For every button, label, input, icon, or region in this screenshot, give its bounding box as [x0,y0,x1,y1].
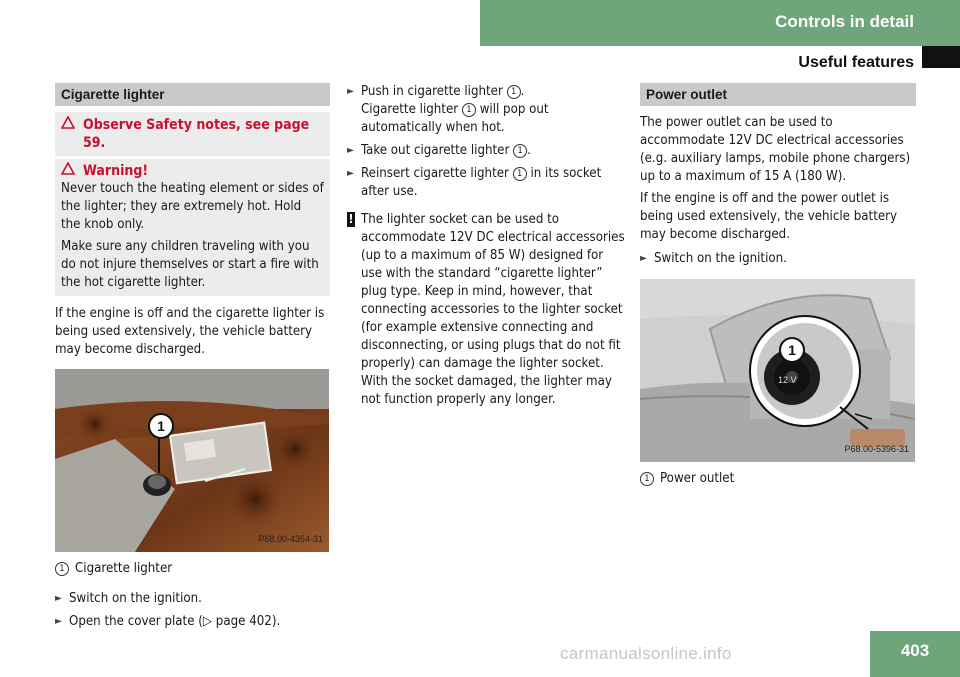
cigarette-lighter-heading: Cigarette lighter [55,83,330,106]
callout-1: 1 [779,337,805,363]
safety-notice-box [55,112,330,156]
wood-console-image [55,369,329,552]
lighter-socket-note: ! The lighter socket can be used to accommodate 12V DC electrical accessories (up to a maximum of 85 W) designed for use with the standard “cigarette lighter” plug type. Keep in mind, however, that connecting accessories to the lighter socket (for example extensive connecting and disconnecting, or using plugs that do not fit properly) can damage the lighter socket. With the socket damaged, the lighter may not function properly any longer. [348,212,625,407]
power-outlet-photo [640,279,915,462]
callout-1: 1 [148,413,174,439]
steps-list [55,590,330,631]
step-item: ► Take out cigarette lighter 1 . [347,143,531,158]
callout-marker-icon: 1 [513,144,527,158]
power-outlet-column [640,83,916,488]
callout-marker-icon: 1 [507,85,521,99]
cover-plate-page-link[interactable]: Open the cover plate (▷ page 402). [69,614,281,629]
battery-note: If the engine is off and the cigarette lighter is being used extensively, the vehicle battery may become discharged. [55,306,325,357]
step-arrow-icon: ► [55,593,62,604]
power-outlet-battery-note: If the engine is off and the power outlet is being used extensively, the vehicle battery may become discharged. [640,191,898,242]
callout-marker-icon: 1 [513,167,527,181]
photo-code: P68.00-4354-31 [258,534,323,544]
socket-voltage-label: 12 V [778,375,797,385]
watermark: carmanualsonline.info [560,644,732,663]
step-item: ► Switch on the ignition. [55,591,202,606]
step-arrow-icon: ► [640,253,647,264]
lighter-instructions-column [347,83,627,409]
callout-marker-icon: 1 [640,472,654,486]
safety-notice-link[interactable]: Observe Safety notes, see page 59. [83,117,310,151]
cigarette-lighter-photo [55,369,329,552]
exclamation-icon: ! [348,212,354,226]
step-item [55,613,330,631]
header-tab-marker [922,46,960,68]
step-item: ► Reinsert cigarette lighter 1 in its socket after use. [347,166,602,199]
step-item: ► Switch on the ignition. [640,251,787,266]
photo-code: P68.00-5396-31 [844,444,909,454]
callout-marker-icon: 1 [55,562,69,576]
warning-title: Warning! [83,163,149,179]
step-arrow-icon: ► [347,168,354,179]
warning-text-1: Never touch the heating element or sides of the lighter; they are extremely hot. Hold the knob only. [61,181,324,232]
step-arrow-icon: ► [347,86,354,97]
section-title: Controls in detail [775,12,914,31]
warning-box [55,159,330,296]
subsection-title: Useful features [798,54,914,71]
warning-text-2: Make sure any children traveling with you do not injure themselves or start a fire with the hot cigarette lighter. [61,239,319,290]
cigarette-lighter-column [55,83,330,636]
photo-caption: 1 Cigarette lighter [55,560,330,578]
callout-marker-icon: 1 [462,103,476,117]
warning-triangle-icon [61,162,83,180]
step-arrow-icon: ► [347,145,354,156]
step-item: ► Push in cigarette lighter 1 . Cigarette lighter 1 will pop out automatically when hot. [347,84,549,135]
power-outlet-description: The power outlet can be used to accommodate 12V DC electrical accessories (e.g. auxiliary lamps, mobile phone chargers) up to a maximum of 15 A (180 W). [640,115,911,184]
warning-triangle-icon [61,116,83,134]
step-arrow-icon: ► [55,616,62,627]
power-outlet-heading: Power outlet [640,83,916,106]
photo-caption: 1 Power outlet [640,470,916,488]
page-number: 403 [870,631,960,677]
